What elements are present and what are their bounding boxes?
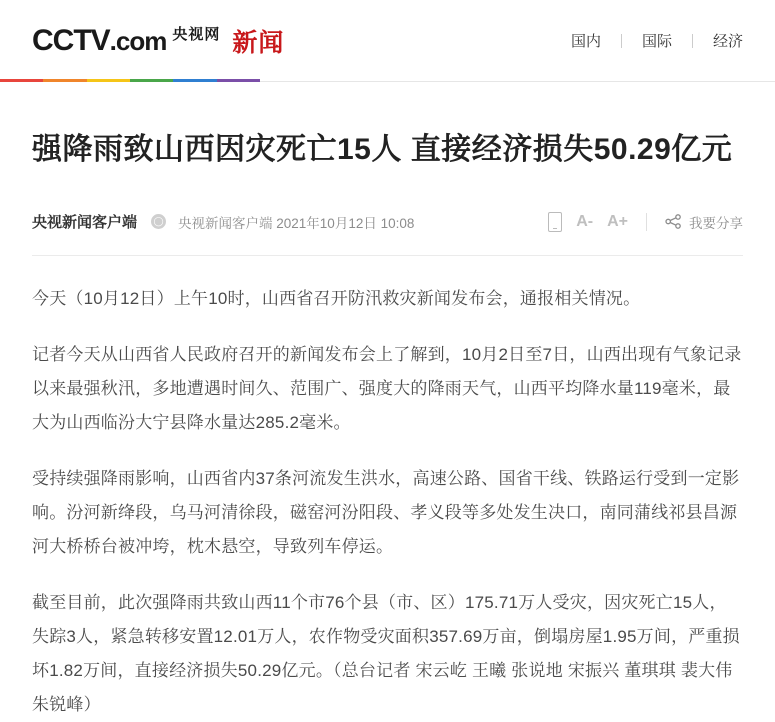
page-title: 强降雨致山西因灾死亡15人 直接经济损失50.29亿元 <box>32 133 733 166</box>
article-byline: 央视新闻客户端 2021年10月12日 10:08 <box>178 215 415 231</box>
article-paragraph: 记者今天从山西省人民政府召开的新闻发布会上了解到，10月2日至7日，山西出现有气象记录以来最强秋汛，多地遭遇时间久、范围广、强度大的降雨天气，山西平均降水量119毫米，最大为山西临汾大宁县降水量达285.2毫米。 <box>32 344 742 432</box>
cctv-logo-dotcom: .com <box>109 25 167 56</box>
share-button[interactable] <box>665 212 743 232</box>
site-header <box>0 0 775 82</box>
article-paragraph: 今天（10月12日）上午10时，山西省召开防汛救灾新闻发布会，通报相关情况。 <box>32 288 641 308</box>
article-paragraph: 受持续强降雨影响，山西省内37条河流发生洪水，高速公路、国省干线、铁路运行受到一定影响。汾河新绛段，乌马河清徐段，磁窑河汾阳段、孝义段等多处发生决口，南同蒲线祁县昌源河大桥桥台被冲垮，枕木悬空，导致列车停运。 <box>32 468 740 556</box>
share-label: 我要分享 <box>689 215 743 231</box>
phone-icon[interactable] <box>548 212 562 232</box>
nav-item-domestic[interactable]: 国内 <box>570 33 601 50</box>
font-decrease-button[interactable]: A- <box>576 212 594 230</box>
cctv-logo-cn: 央视网 <box>172 26 221 43</box>
article-paragraph: 截至目前，此次强降雨共致山西11个市76个县（市、区）175.71万人受灾，因灾死亡15人，失踪3人，紧急转移安置12.01万人，农作物受灾面积357.69万亩，倒塌房屋1.95万间，严重损坏1.82万间，直接经济损失50.29亿元。（总台记者 宋云屹 王曦 张说地 宋振兴 董琪琪 裴大伟 朱锐峰） <box>32 592 740 714</box>
article-meta-bar <box>32 205 743 239</box>
cctv-logo-main: CCTV <box>32 23 110 57</box>
share-icon <box>665 214 682 229</box>
cctv-logo-text <box>32 23 167 57</box>
tools-divider <box>646 213 647 231</box>
article-tools <box>548 212 743 232</box>
article <box>0 130 775 722</box>
meta-divider <box>32 255 743 256</box>
nav-item-economy[interactable]: 经济 <box>712 33 743 50</box>
nav-item-international[interactable]: 国际 <box>641 33 672 50</box>
top-nav <box>551 30 743 51</box>
font-increase-button[interactable]: A+ <box>607 212 628 230</box>
article-source: 央视新闻客户端 <box>32 214 138 231</box>
site-logo[interactable] <box>32 23 284 59</box>
article-body <box>32 282 743 722</box>
rainbow-strip <box>0 79 260 82</box>
cctv-logo-news: 新闻 <box>232 28 285 57</box>
clock-icon: ◯ <box>151 214 166 229</box>
